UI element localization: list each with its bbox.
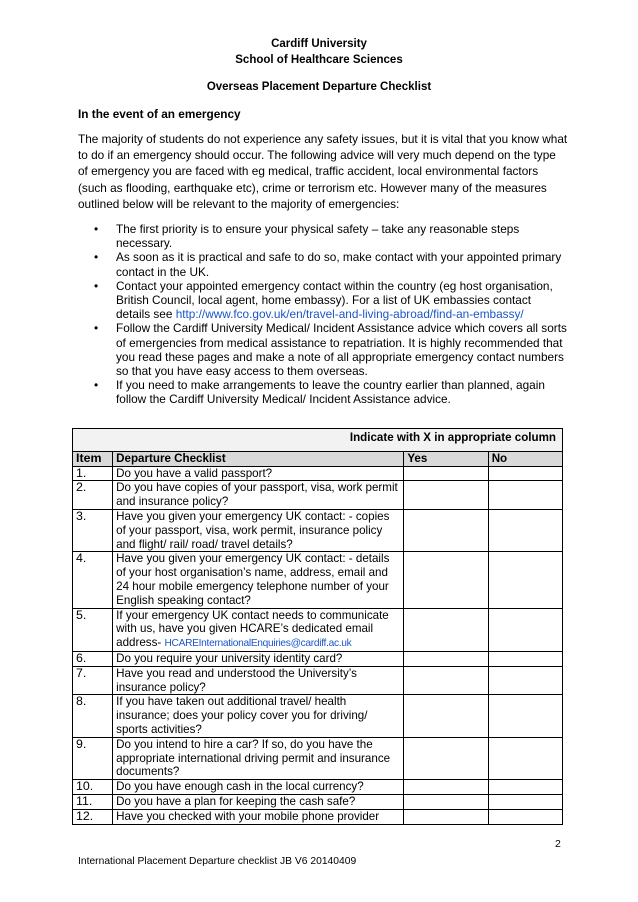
page-footer: International Placement Departure checklist JB V6 20140409 <box>78 856 357 867</box>
item-question: Have you given your emergency UK contact: - copies of your passport, visa, work permit, insurance policy and flight/ rail/ road/ travel details? <box>113 509 404 551</box>
item-question: Have you read and understood the University’s insurance policy? <box>113 666 404 695</box>
yes-cell[interactable] <box>404 608 488 651</box>
item-number: 12. <box>73 809 113 824</box>
item-question <box>113 608 404 651</box>
table-row <box>73 794 563 809</box>
item-number: 5. <box>73 608 113 651</box>
no-cell[interactable] <box>488 794 562 809</box>
no-cell[interactable] <box>488 466 562 481</box>
item-question: Do you intend to hire a car? If so, do you have the appropriate international driving permit and insurance documents? <box>113 737 404 779</box>
item-number: 6. <box>73 651 113 666</box>
table-row <box>73 466 563 481</box>
no-cell[interactable] <box>488 695 562 737</box>
bullet-text: The first priority is to ensure your physical safety – take any reasonable steps necessary. <box>116 222 520 251</box>
no-cell[interactable] <box>488 780 562 795</box>
no-cell[interactable] <box>488 481 562 510</box>
yes-cell[interactable] <box>404 466 488 481</box>
bullet-item <box>78 222 568 250</box>
bullet-icon: • <box>94 222 99 236</box>
page-number: 2 <box>555 838 561 850</box>
item-number: 2. <box>73 481 113 510</box>
bullet-icon: • <box>94 321 99 336</box>
table-row <box>73 695 563 737</box>
yes-cell[interactable] <box>404 666 488 695</box>
item-question: Do you have copies of your passport, visa, work permit and insurance policy? <box>113 481 404 510</box>
bullet-icon: • <box>94 378 99 393</box>
item-number: 10. <box>73 780 113 795</box>
item-question: Have you checked with your mobile phone provider <box>113 809 404 824</box>
hcare-email-link[interactable]: HCAREInternationalEnquiries@cardiff.ac.uk <box>164 638 352 650</box>
item-number: 4. <box>73 552 113 608</box>
university-name: Cardiff University <box>271 38 367 50</box>
indicate-instruction: Indicate with X in appropriate column <box>73 429 563 452</box>
no-cell[interactable] <box>488 552 562 608</box>
item-question: Have you given your emergency UK contact: - details of your host organisation’s name, address, email and 24 hour mobile emergency telephone number of your English speaking contact? <box>113 552 404 608</box>
header-item: Item <box>73 451 113 466</box>
yes-cell[interactable] <box>404 737 488 779</box>
document-title: Overseas Placement Departure Checklist <box>206 81 432 93</box>
item-question-text: If your emergency UK contact needs to communicate with us, have you given HCARE’s dedicated email address- <box>116 608 389 650</box>
header-checklist: Departure Checklist <box>113 451 404 466</box>
emergency-intro: The majority of students do not experience any safety issues, but it is vital that you know what to do if an emergency should occur. The following advice will very much depend on the type of emergency you are faced with eg medical, traffic accident, local environmental factors (such as flooding, earthquake etc), crime or terrorism etc. However many of the measures outlined below will be relevant to the majority of emergencies: <box>78 132 568 211</box>
table-row <box>73 608 563 651</box>
yes-cell[interactable] <box>404 481 488 510</box>
emergency-bullet-list <box>78 222 568 407</box>
yes-cell[interactable] <box>404 780 488 795</box>
bullet-icon: • <box>94 278 99 293</box>
table-header-row <box>73 451 563 466</box>
bullet-item <box>78 279 568 322</box>
table-row <box>73 780 563 795</box>
bullet-icon: • <box>94 250 99 265</box>
no-cell[interactable] <box>488 666 562 695</box>
embassy-link[interactable]: http://www.fco.gov.uk/en/travel-and-living-abroad/find-an-embassy/ <box>175 307 524 322</box>
yes-cell[interactable] <box>404 509 488 551</box>
school-name: School of Healthcare Sciences <box>235 54 403 66</box>
yes-cell[interactable] <box>404 695 488 737</box>
item-number: 8. <box>73 695 113 737</box>
item-number: 11. <box>73 794 113 809</box>
header-yes: Yes <box>404 451 488 466</box>
item-question: Do you have enough cash in the local currency? <box>113 780 404 795</box>
departure-checklist-table <box>72 428 563 825</box>
no-cell[interactable] <box>488 608 562 651</box>
item-question: If you have taken out additional travel/ health insurance; does your policy cover you for driving/ sports activities? <box>113 695 404 737</box>
table-row <box>73 651 563 666</box>
item-number: 3. <box>73 509 113 551</box>
no-cell[interactable] <box>488 651 562 666</box>
yes-cell[interactable] <box>404 552 488 608</box>
item-number: 7. <box>73 666 113 695</box>
bullet-text: Contact your appointed emergency contact within the country (eg host organisation, British Council, local agent, home embassy). For a list of UK embassies contact details see <box>116 278 553 322</box>
table-row <box>73 809 563 824</box>
emergency-heading: In the event of an emergency <box>78 107 241 121</box>
table-row <box>73 552 563 608</box>
table-row <box>73 481 563 510</box>
yes-cell[interactable] <box>404 794 488 809</box>
item-number: 9. <box>73 737 113 779</box>
table-row <box>73 509 563 551</box>
yes-cell[interactable] <box>404 651 488 666</box>
table-row <box>73 737 563 779</box>
no-cell[interactable] <box>488 509 562 551</box>
bullet-text: As soon as it is practical and safe to do so, make contact with your appointed primary contact in the UK. <box>116 250 562 279</box>
bullet-text: Follow the Cardiff University Medical/ Incident Assistance advice which covers all sorts of emergencies from medical assistance to repatriation. It is highly recommended that you read these pages and make a note of all appropriate emergency contact numbers so that you have easy access to them overseas. <box>116 321 567 379</box>
header-no: No <box>488 451 562 466</box>
item-question: Do you have a plan for keeping the cash safe? <box>113 794 404 809</box>
item-number: 1. <box>73 466 113 481</box>
no-cell[interactable] <box>488 737 562 779</box>
item-question: Do you require your university identity card? <box>113 651 404 666</box>
bullet-item <box>78 378 568 406</box>
item-question: Do you have a valid passport? <box>113 466 404 481</box>
table-row <box>73 666 563 695</box>
bullet-item <box>78 321 568 378</box>
yes-cell[interactable] <box>404 809 488 824</box>
bullet-text: If you need to make arrangements to leave the country earlier than planned, again follow the Cardiff University Medical/ Incident Assistance advice. <box>116 378 545 407</box>
bullet-item <box>78 250 568 278</box>
no-cell[interactable] <box>488 809 562 824</box>
